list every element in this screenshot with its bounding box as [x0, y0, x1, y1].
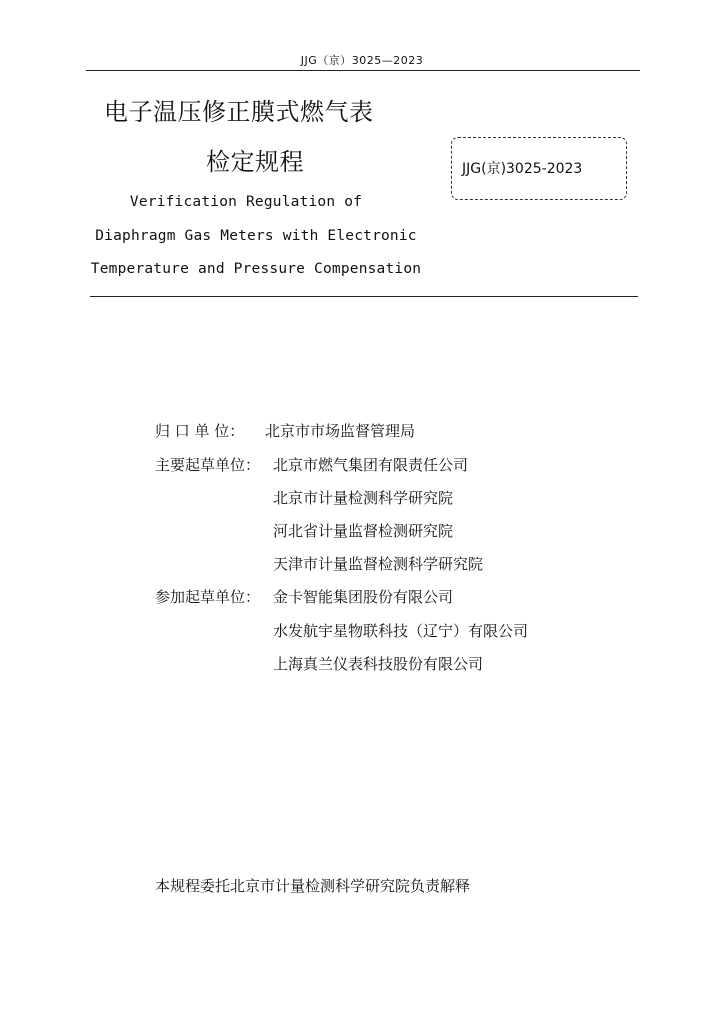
participating-unit: 金卡智能集团股份有限公司 — [273, 588, 454, 606]
participating-label: 参加起草单位： — [155, 588, 261, 606]
participating-unit: 水发航宇星物联科技（辽宁）有限公司 — [273, 622, 529, 640]
title-english-line-3: Temperature and Pressure Compensation — [90, 261, 422, 277]
main-drafting-label: 主要起草单位： — [155, 456, 261, 474]
title-rule — [90, 296, 638, 297]
title-chinese-line-2: 检定规程 — [206, 148, 304, 176]
header-standard-code: JJG（京）3025—2023 — [300, 54, 424, 67]
responsible-unit-label: 归 口 单 位： — [155, 422, 245, 440]
responsible-unit-value: 北京市市场监督管理局 — [265, 422, 416, 440]
title-english-line-1: Verification Regulation of — [129, 194, 363, 210]
header-rule — [86, 70, 640, 71]
title-chinese-line-1: 电子温压修正膜式燃气表 — [104, 98, 374, 126]
standard-code-box — [451, 137, 627, 200]
interpretation-note: 本规程委托北京市计量检测科学研究院负责解释 — [155, 877, 471, 895]
title-english-line-2: Diaphragm Gas Meters with Electronic — [95, 228, 417, 244]
main-drafting-unit: 北京市计量检测科学研究院 — [273, 489, 454, 507]
main-drafting-unit: 天津市计量监督检测科学研究院 — [273, 555, 484, 573]
main-drafting-unit: 北京市燃气集团有限责任公司 — [273, 456, 469, 474]
standard-code-box-text: JJG(京)3025-2023 — [462, 161, 583, 177]
main-drafting-unit: 河北省计量监督检测研究院 — [273, 522, 454, 540]
participating-unit: 上海真兰仪表科技股份有限公司 — [273, 655, 484, 673]
